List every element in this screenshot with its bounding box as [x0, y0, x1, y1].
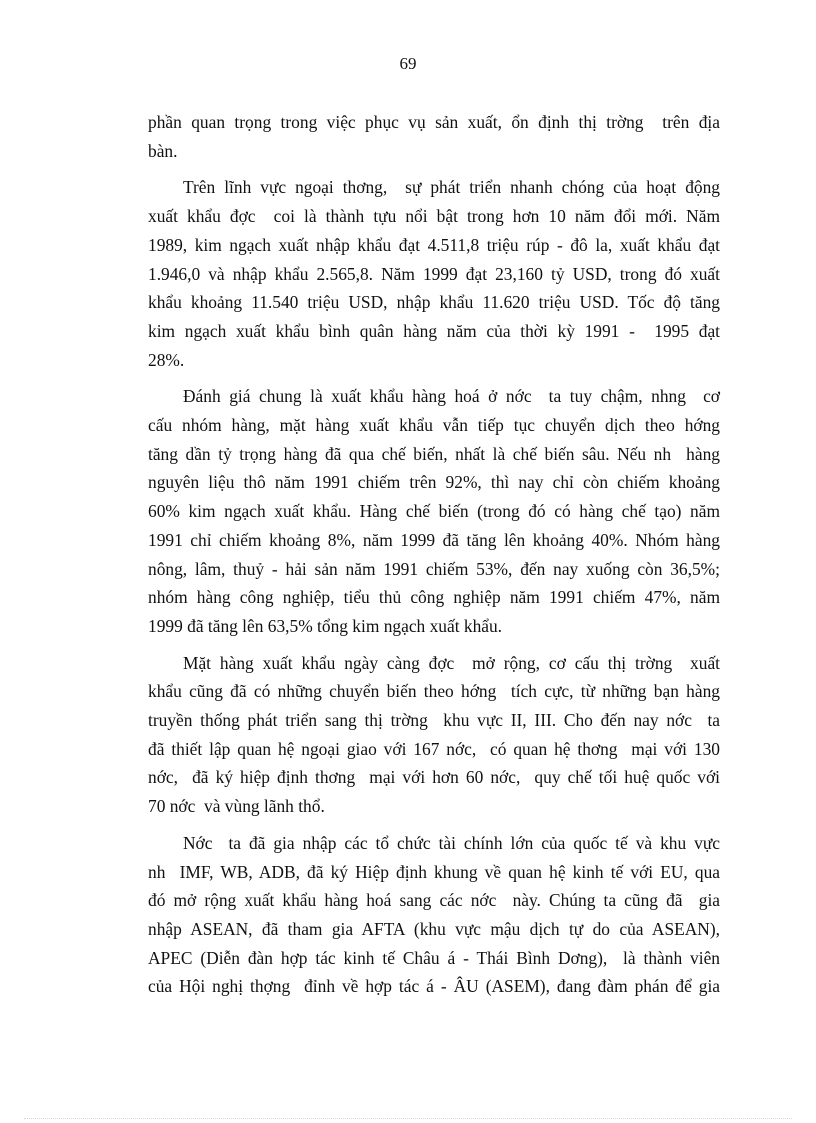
- text-line: nông, lâm, thuỷ - hải sản năm 1991 chiếm 53%, đến nay xuống còn 36,5%;: [148, 558, 720, 579]
- paragraph-2: [148, 173, 720, 374]
- text-line: cấu nhóm hàng, mặt hàng xuất khẩu vẫn tiếp tục chuyển dịch theo hớng: [148, 415, 720, 436]
- text-line: 1.946,0 và nhập khẩu 2.565,8. Năm 1999 đạt 23,160 tỷ USD, trong đó xuất: [148, 263, 720, 284]
- page-number: 69: [399, 54, 417, 73]
- text-line: khẩu khoảng 11.540 triệu USD, nhập khẩu 11.620 triệu USD. Tốc độ tăng: [148, 292, 720, 313]
- document-body: [148, 108, 720, 1009]
- paragraph-5: [148, 829, 720, 1001]
- text-line: đó mở rộng xuất khẩu hàng hoá sang các nớc này. Chúng ta cũng đã gia: [148, 890, 720, 911]
- text-line: Đánh giá chung là xuất khẩu hàng hoá ở nớc ta tuy chậm, nhng cơ: [183, 386, 720, 407]
- text-line: 60% kim ngạch xuất khẩu. Hàng chế biến (trong đó có hàng chế tạo) năm: [148, 501, 720, 522]
- text-line: tăng dần tỷ trọng hàng đã qua chế biến, nhất là chế biến sâu. Nếu nh hàng: [148, 443, 720, 464]
- text-line: nh IMF, WB, ADB, đã ký Hiệp định khung về quan hệ kinh tế với EU, qua: [148, 861, 720, 882]
- text-line: Trên lĩnh vực ngoại thơng, sự phát triển nhanh chóng của hoạt động: [183, 177, 720, 198]
- text-line: APEC (Diễn đàn hợp tác kinh tế Châu á - Thái Bình Dơng), là thành viên: [148, 947, 720, 968]
- paragraph-4: [148, 649, 720, 821]
- text-line: 70 nớc và vùng lãnh thổ.: [148, 796, 325, 817]
- text-line: của Hội nghị thợng đỉnh về hợp tác á - ÂU (ASEM), đang đàm phán để gia: [148, 976, 720, 997]
- text-line: xuất khẩu đợc coi là thành tựu nổi bật trong hơn 10 năm đổi mới. Năm: [148, 206, 720, 227]
- text-line: 1991 chỉ chiếm khoảng 8%, năm 1999 đã tăng lên khoảng 40%. Nhóm hàng: [148, 529, 720, 550]
- text-line: nớc, đã ký hiệp định thơng mại với hơn 60 nớc, quy chế tối huệ quốc với: [148, 767, 720, 788]
- text-line: 1999 đã tăng lên 63,5% tổng kim ngạch xuất khẩu.: [148, 615, 503, 636]
- text-line: truyền thống phát triển sang thị trờng khu vực II, III. Cho đến nay nớc ta: [148, 710, 720, 731]
- page-bottom-edge: [24, 1118, 792, 1119]
- text-line: kim ngạch xuất khẩu bình quân hàng năm của thời kỳ 1991 - 1995 đạt: [148, 320, 720, 341]
- text-line: Mặt hàng xuất khẩu ngày càng đợc mở rộng, cơ cấu thị trờng xuất: [183, 652, 720, 673]
- text-line: nhập ASEAN, đã tham gia AFTA (khu vực mậu dịch tự do của ASEAN),: [148, 918, 720, 939]
- paragraph-3: [148, 382, 720, 640]
- text-line: bàn.: [148, 140, 178, 161]
- text-line: Nớc ta đã gia nhập các tổ chức tài chính lớn của quốc tế và khu vực: [183, 832, 720, 853]
- text-line: khẩu cũng đã có những chuyển biến theo hớng tích cực, từ những bạn hàng: [148, 681, 720, 702]
- text-line: phần quan trọng trong việc phục vụ sản xuất, ổn định thị trờng trên địa: [148, 112, 720, 132]
- paragraph-1: [148, 108, 720, 165]
- text-line: 28%.: [148, 349, 185, 370]
- text-line: 1989, kim ngạch xuất nhập khẩu đạt 4.511,8 triệu rúp - đô la, xuất khẩu đạt: [148, 234, 720, 255]
- text-line: nhóm hàng công nghiệp, tiểu thủ công nghiệp năm 1991 chiếm 47%, năm: [148, 587, 720, 608]
- text-line: nguyên liệu thô năm 1991 chiếm trên 92%, thì nay chỉ còn chiếm khoảng: [148, 472, 720, 493]
- text-line: đã thiết lập quan hệ ngoại giao với 167 nớc, có quan hệ thơng mại với 130: [148, 738, 720, 759]
